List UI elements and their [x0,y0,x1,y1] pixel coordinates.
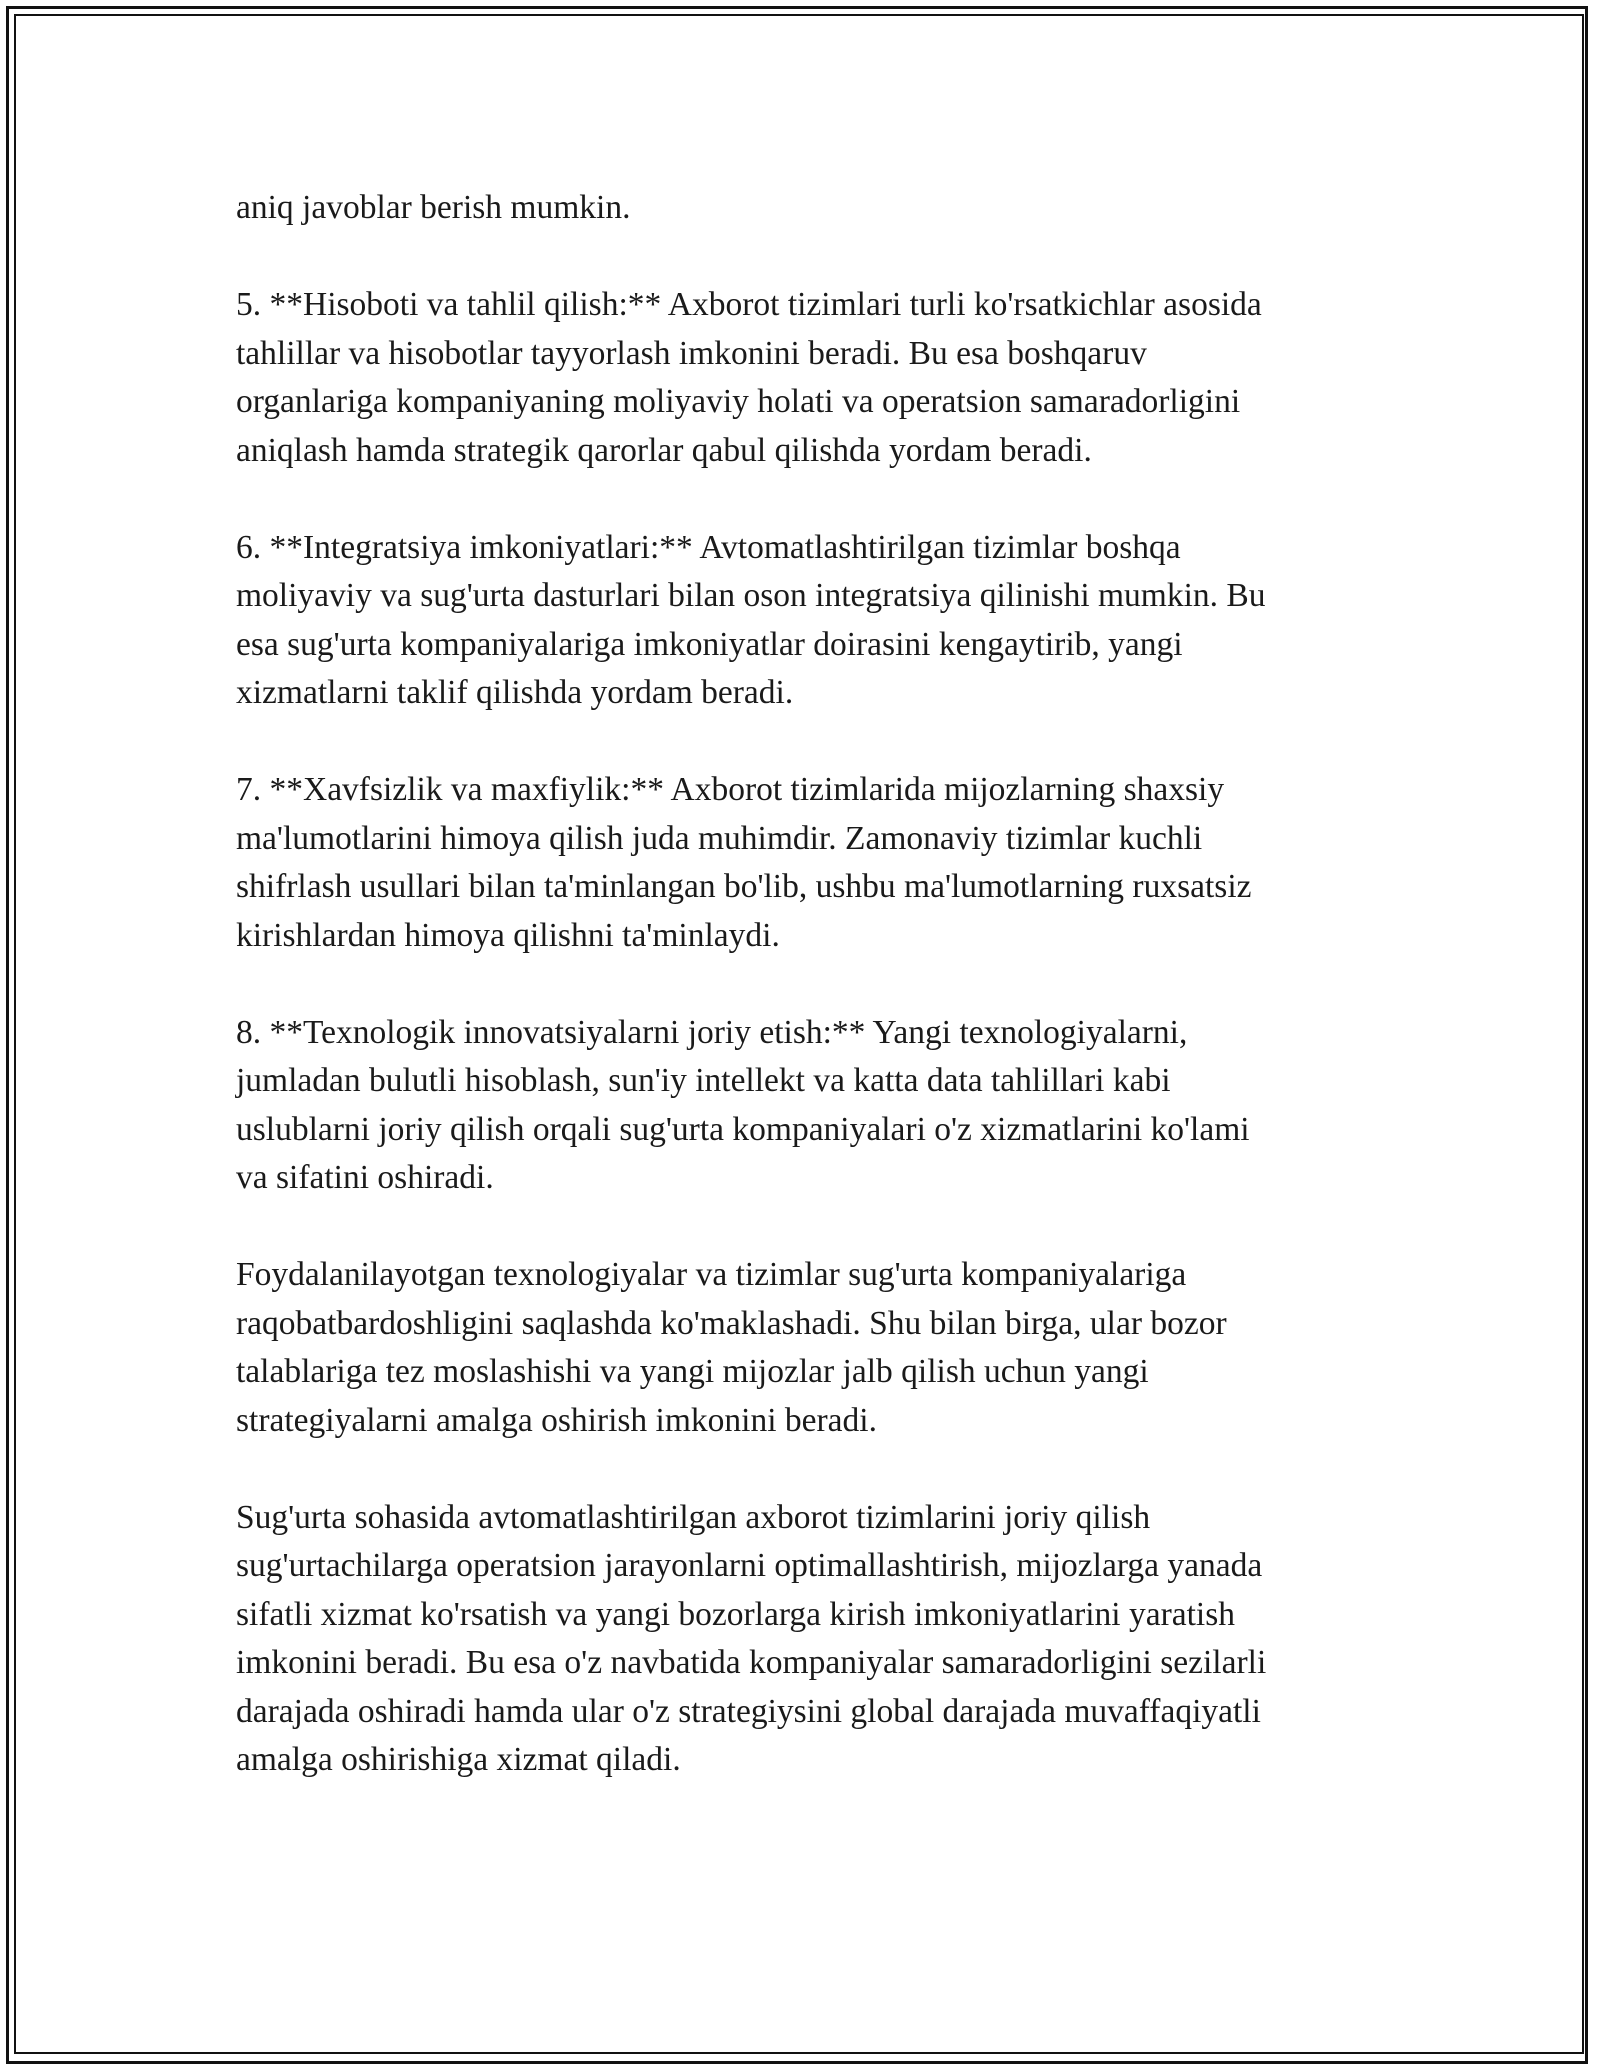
paragraph-conclusion: Sug'urta sohasida avtomatlashtirilgan axborot tizimlarini joriy qilish sug'urtachilarga operatsion jarayonlarni optimallashtirish, mijozlarga yanada sifatli xizmat ko'rsatish va yangi bozorlarga kirish imkoniyatlarini yaratish imkonini beradi. Bu esa o'z navbatida kompaniyalar samaradorligini sezilarli darajada oshiradi hamda ular o'z strategiysini global darajada muvaffaqiyatli amalga oshirishiga xizmat qiladi. [236,1498,1267,1778]
document-body [236,184,1386,1833]
paragraph-item-6-integration: 6. **Integratsiya imkoniyatlari:** Avtomatlashtirilgan tizimlar boshqa moliyaviy va sug'urta dasturlari bilan oson integratsiya qilinishi mumkin. Bu esa sug'urta kompaniyalariga imkoniyatlar doirasini kengaytirib, yangi xizmatlarni taklif qilishda yordam beradi. [236,528,1266,711]
paragraph-item-8-innovation: 8. **Texnologik innovatsiyalarni joriy etish:** Yangi texnologiyalarni, jumladan bulutli hisoblash, sun'iy intellekt va katta data tahlillari kabi uslublarni joriy qilish orqali sug'urta kompaniyalari o'z xizmatlarini ko'lami va sifatini oshiradi. [236,1013,1250,1196]
paragraph-continuation: aniq javoblar berish mumkin. [236,189,631,226]
paragraph-summary: Foydalanilayotgan texnologiyalar va tizimlar sug'urta kompaniyalariga raqobatbardoshligini saqlashda ko'maklashadi. Shu bilan birga, ular bozor talablariga tez moslashishi va yangi mijozlar jalb qilish uchun yangi strategiyalarni amalga oshirish imkonini beradi. [236,1256,1227,1439]
paragraph-item-5-reporting: 5. **Hisoboti va tahlil qilish:** Axborot tizimlari turli ko'rsatkichlar asosida tahlillar va hisobotlar tayyorlash imkonini beradi. Bu esa boshqaruv organlariga kompaniyaning moliyaviy holati va operatsion samaradorligini aniqlash hamda strategik qarorlar qabul qilishda yordam beradi. [236,286,1262,469]
paragraph-item-7-security: 7. **Xavfsizlik va maxfiylik:** Axborot tizimlarida mijozlarning shaxsiy ma'lumotlarini himoya qilish juda muhimdir. Zamonaviy tizimlar kuchli shifrlash usullari bilan ta'minlangan bo'lib, ushbu ma'lumotlarning ruxsatsiz kirishlardan himoya qilishni ta'minlaydi. [236,771,1252,954]
